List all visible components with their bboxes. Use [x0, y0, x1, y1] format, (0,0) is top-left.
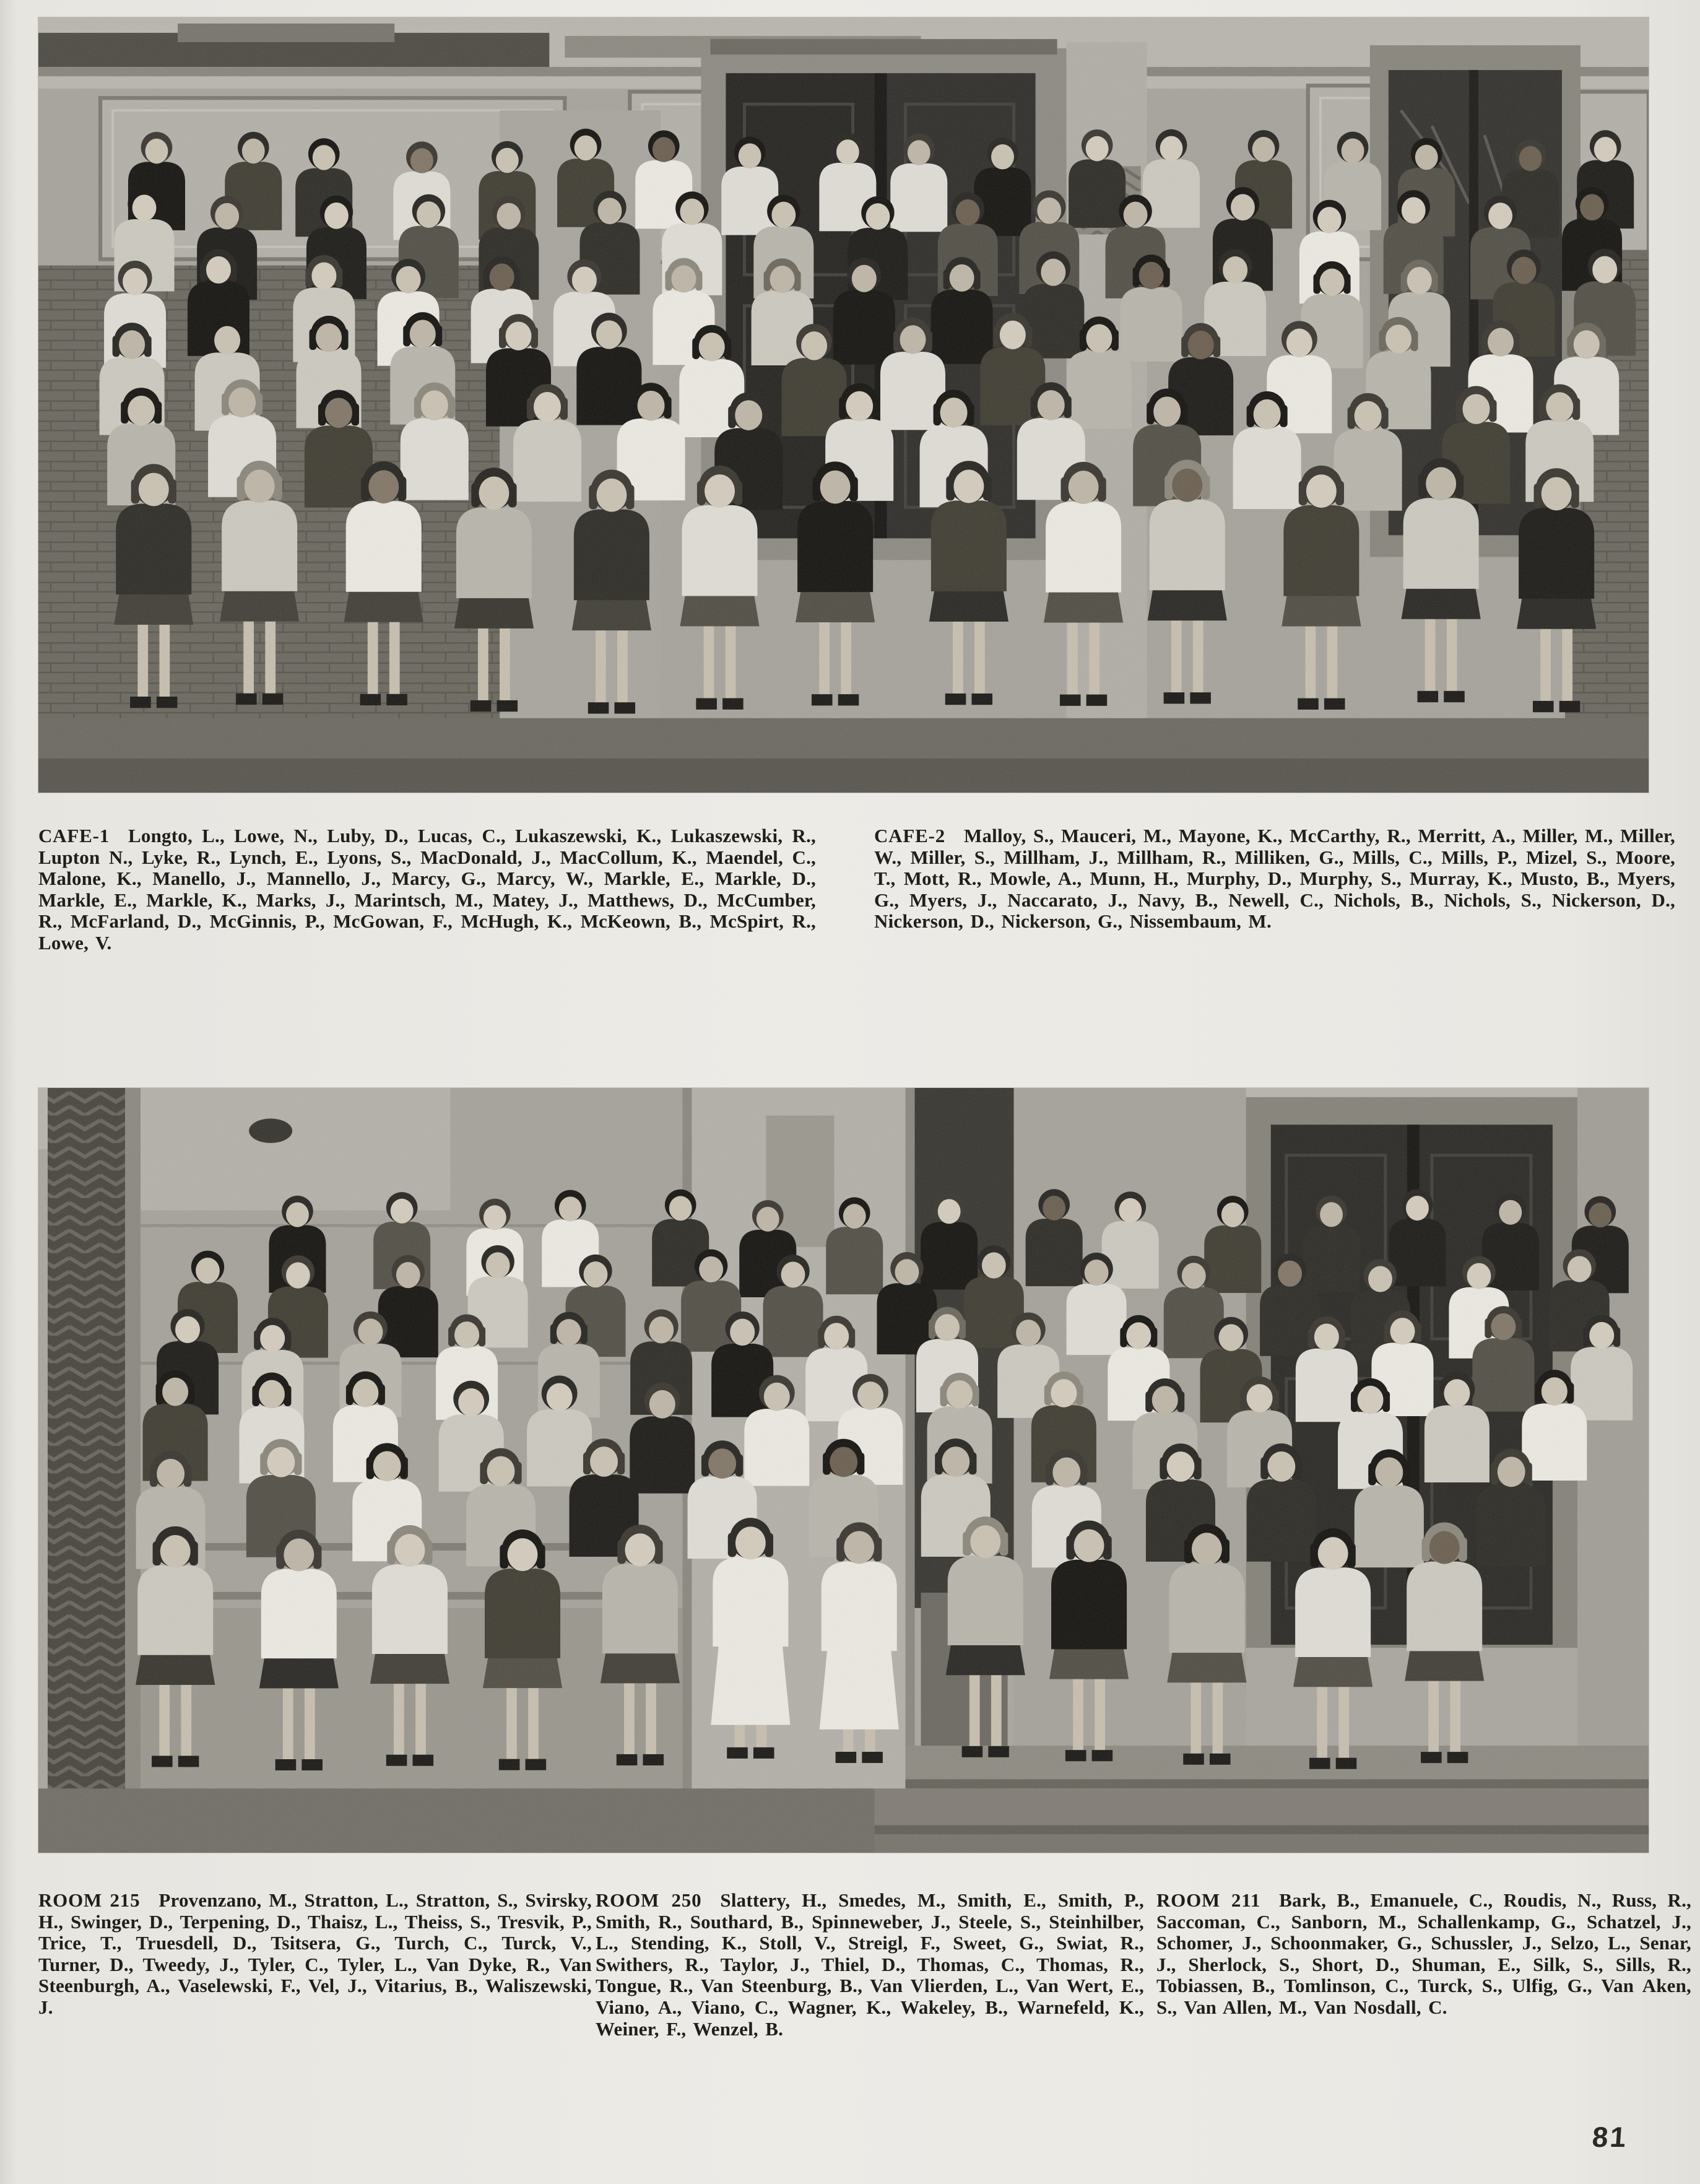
- film-grain-overlay: [38, 17, 1649, 793]
- group-photo-homerooms-image: [38, 1088, 1649, 1853]
- caption-cafe-2-names: Malloy, S., Mauceri, M., Mayone, K., McCarthy, R., Merritt, A., Miller, M., Miller, W., Miller, S., Millham, J., Millham, R., Milliken, G., Mills, C., Mills, P., Mizel, S., Moore, T., Mott, R., Mowle, A., Munn, H., Murphy, D., Murphy, S., Murray, K., Musto, B., Myers, G., Myers, J., Naccarato, J., Navy, B., Newell, C., Nichols, B., Nichols, S., Nickerson, D., Nickerson, D., Nickerson, G., Nissembaum, M.: [874, 825, 1675, 933]
- caption-room-211-names: Bark, B., Emanuele, C., Roudis, N., Russ, R., Saccoman, C., Sanborn, M., Schallenkamp, G., Schatzel, J., Schomer, J., Schoonmaker, G., Schussler, J., Selzo, L., Senar, J., Sherlock, S., Short, D., Shuman, E., Silk, S., Sills, R., Tobiassen, B., Tomlinson, C., Turck, S., Ulfig, G., Van Aken, S., Van Allen, M., Van Nosdall, C.: [1156, 1889, 1691, 2018]
- caption-cafe-2: [874, 825, 1675, 933]
- caption-cafe-2-label: CAFE-2: [874, 825, 946, 846]
- caption-room-215-names: Provenzano, M., Stratton, L., Stratton, S., Svirsky, H., Swinger, D., Terpening, D., Thaisz, L., Theiss, S., Tresvik, P., Trice, T., Truesdell, D., Tsitsera, G., Turch, C., Turck, V., Turner, D., Tweedy, J., Tyler, C., Tyler, L., Van Dyke, R., Van Steenburgh, A., Vaselewski, F., Vel, J., Vitarius, B., Waliszewski, J.: [38, 1889, 592, 2018]
- caption-room-250-names: Slattery, H., Smedes, M., Smith, E., Smith, P., Smith, R., Southard, B., Spinneweber, J., Steele, S., Steinhilber, L., Stending, K., Stoll, V., Streigl, F., Sweet, G., Swiat, R., Swithers, R., Taylor, J., Thiel, D., Thomas, C., Thomas, R., Tongue, R., Van Steenburg, B., Van Vlierden, L., Van Wert, E., Viano, A., Viano, C., Wagner, K., Wakeley, B., Warnefeld, K., Weiner, F., Wenzel, B.: [596, 1889, 1144, 2040]
- caption-room-215-label: ROOM 215: [38, 1889, 141, 1911]
- group-photo-homerooms: [38, 1088, 1649, 1853]
- caption-room-215: [38, 1890, 592, 2019]
- caption-room-250-label: ROOM 250: [596, 1889, 702, 1911]
- group-photo-cafeteria-image: [38, 17, 1649, 793]
- caption-cafe-1: [38, 825, 816, 954]
- film-grain-overlay: [38, 1088, 1649, 1853]
- group-photo-cafeteria: [38, 17, 1649, 793]
- page-number: 81: [1591, 2121, 1629, 2153]
- caption-room-211-label: ROOM 211: [1156, 1889, 1261, 1911]
- caption-room-211: [1156, 1890, 1691, 2019]
- caption-cafe-1-names: Longto, L., Lowe, N., Luby, D., Lucas, C., Lukaszewski, K., Lukaszewski, R., Lupton N., Lyke, R., Lynch, E., Lyons, S., MacDonald, J., MacCollum, K., Maendel, C., Malone, K., Manello, J., Mannello, J., Marcy, G., Marcy, W., Markle, E., Markle, D., Markle, E., Markle, K., Marks, J., Marintsch, M., Matey, J., Matthews, D., McCumber, R., McFarland, D., McGinnis, P., McGowan, F., McHugh, K., McKeown, B., McSpirt, R., Lowe, V.: [38, 825, 816, 954]
- caption-room-250: [596, 1890, 1144, 2040]
- caption-cafe-1-label: CAFE-1: [38, 825, 110, 846]
